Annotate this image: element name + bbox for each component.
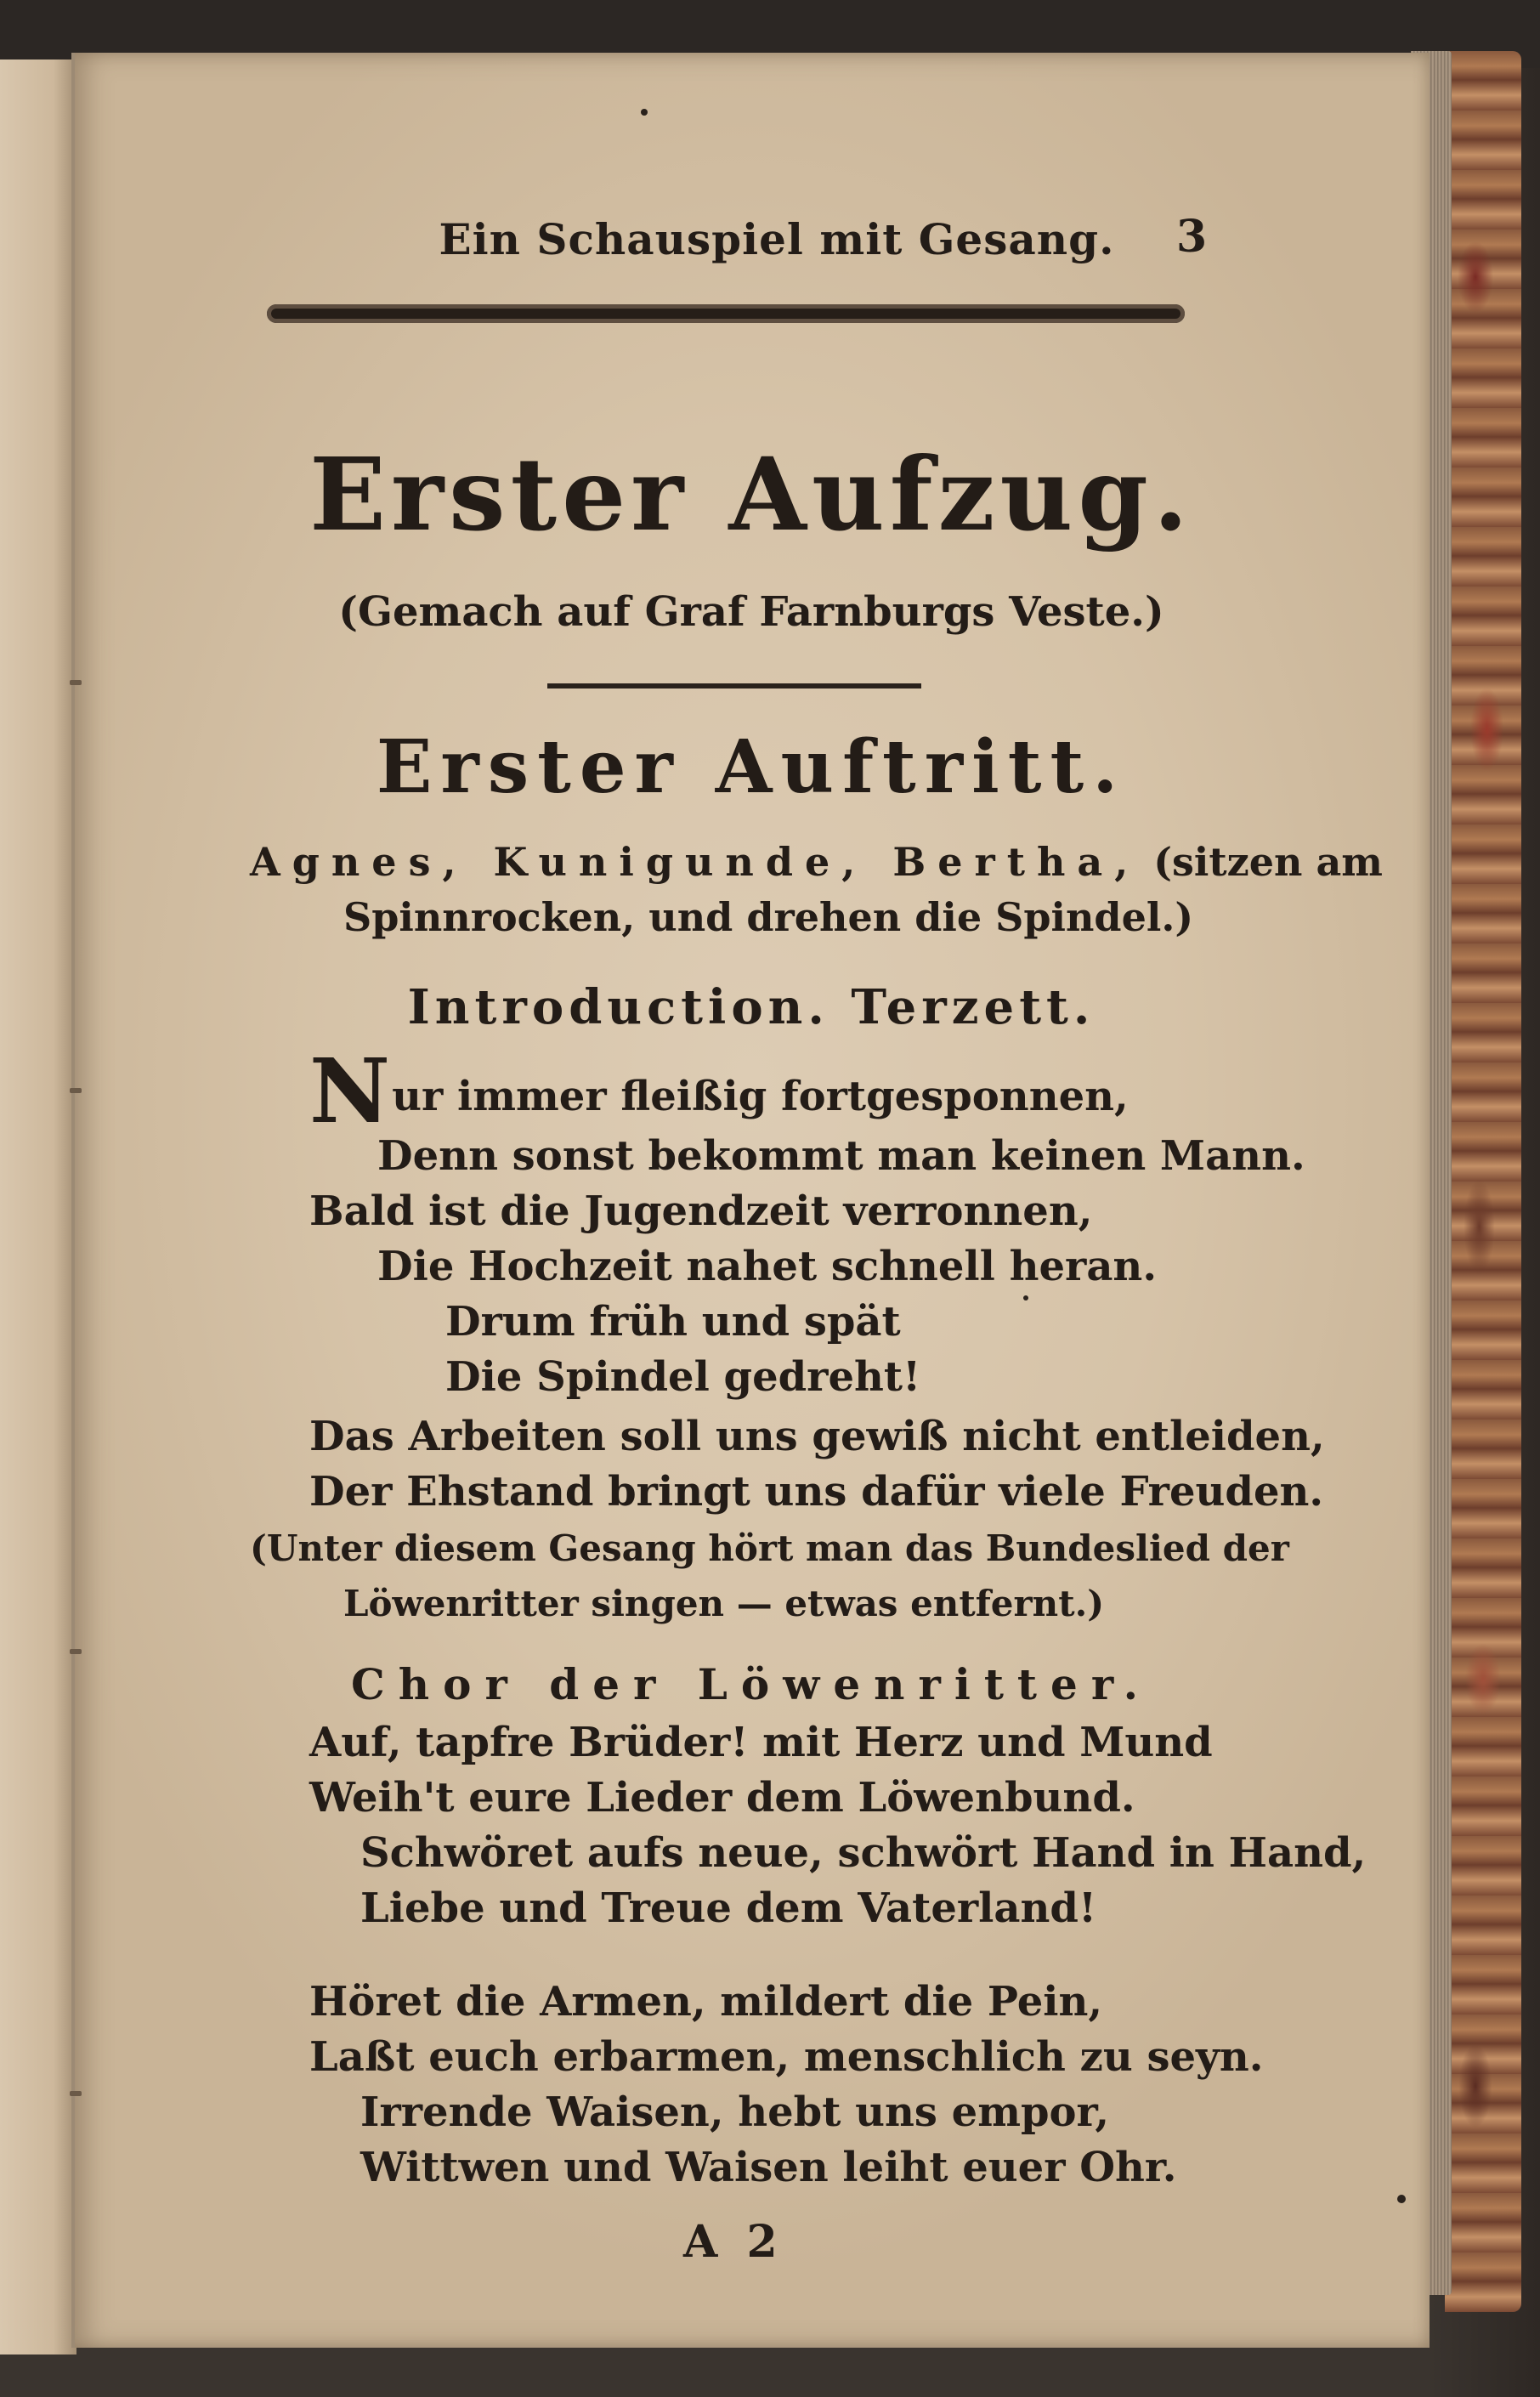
ink-speck: [641, 109, 648, 116]
cast-direction: (sitzen am: [1153, 839, 1383, 885]
verse-line: Höret die Armen, mildert die Pein,: [309, 1978, 1103, 2026]
chorus-title: Chor der Löwenritter.: [351, 1659, 1152, 1709]
stage-direction: (Unter diesem Gesang hört man das Bundeslied der: [250, 1527, 1289, 1569]
section-rule: [547, 683, 921, 688]
verse-line: Irrende Waisen, hebt uns empor,: [360, 2088, 1110, 2136]
previous-page-edge: [0, 60, 76, 2354]
verse-line: Die Hochzeit nahet schnell heran.: [377, 1243, 1158, 1290]
page-content: [71, 53, 1430, 2348]
verse-line: Das Arbeiten soll uns gewiß nicht entleiden,: [309, 1413, 1325, 1460]
ink-speck: [1023, 1295, 1028, 1300]
verse-line: [309, 1039, 1129, 1143]
verse-line: Drum früh und spät: [445, 1298, 901, 1346]
number-title: Introduction. Terzett.: [407, 979, 1096, 1035]
act-title: Erster Aufzug.: [309, 435, 1193, 553]
verse-line: Der Ehstand bringt uns dafür viele Freuden.: [309, 1468, 1324, 1516]
verse-line: Weih't eure Lieder dem Löwenbund.: [309, 1774, 1135, 1822]
verse-line: Bald ist die Jugendzeit verronnen,: [309, 1187, 1093, 1235]
verse-line: Auf, tapfre Brüder! mit Herz und Mund: [309, 1719, 1213, 1766]
verse-line: Denn sonst bekommt man keinen Mann.: [377, 1132, 1305, 1180]
stage-direction: Löwenritter singen — etwas entfernt.): [343, 1583, 1105, 1624]
verse-line: Wittwen und Waisen leiht euer Ohr.: [360, 2144, 1177, 2191]
verse-line: Liebe und Treue dem Vaterland!: [360, 1884, 1097, 1932]
running-head: Ein Schauspiel mit Gesang.: [439, 214, 1115, 264]
cast-direction-continued: Spinnrocken, und drehen die Spindel.): [343, 894, 1194, 940]
header-rule: [267, 304, 1185, 323]
drop-cap: N: [309, 1039, 391, 1143]
verse-line: Laßt euch erbarmen, menschlich zu seyn.: [309, 2033, 1264, 2081]
verse-line: Schwöret aufs neue, schwört Hand in Hand,: [360, 1829, 1367, 1877]
verse-line: Die Spindel gedreht!: [445, 1353, 921, 1401]
scene-setting: (Gemach auf Graf Farnburgs Veste.): [338, 588, 1164, 636]
ink-speck: [1397, 2195, 1406, 2203]
signature-mark: A 2: [683, 2216, 784, 2268]
verse-text: ur immer fleißig fortgesponnen,: [392, 1073, 1129, 1120]
cast-list: [250, 839, 1383, 885]
scene-title: Erster Auftritt.: [376, 724, 1127, 810]
cast-names: Agnes, Kunigunde, Bertha,: [250, 839, 1141, 885]
page-number: 3: [1176, 211, 1208, 263]
marbled-cover-edge: [1445, 51, 1521, 2312]
